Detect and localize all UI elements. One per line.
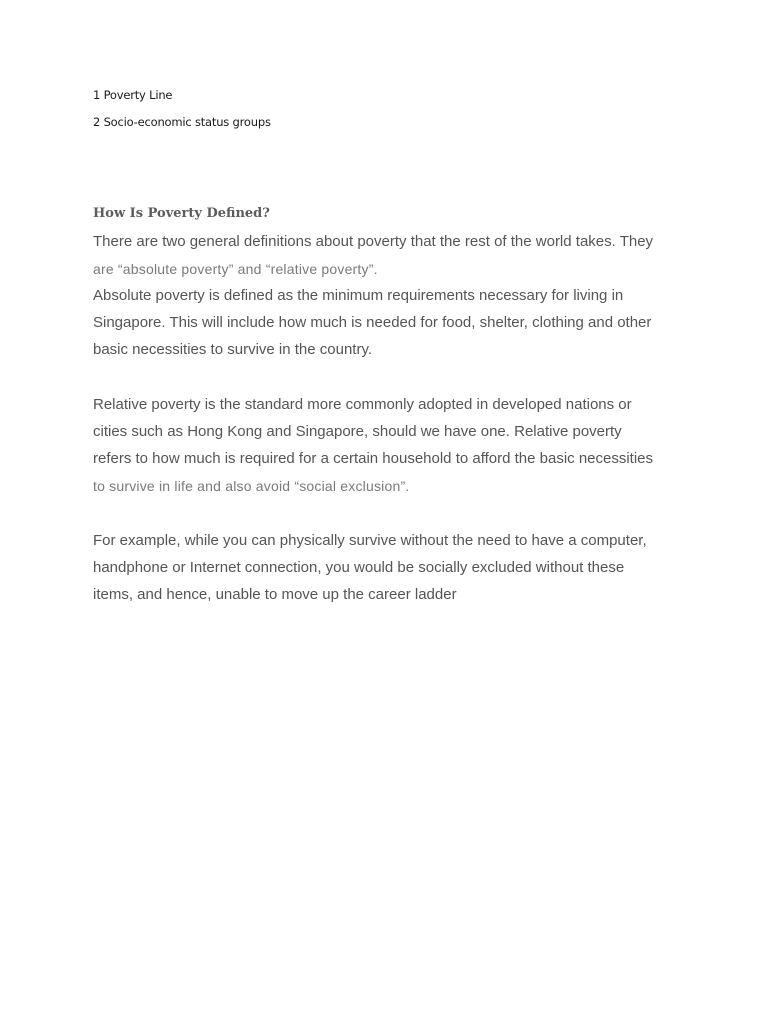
body-text-line: cities such as Hong Kong and Singapore, should we have one. Relative poverty xyxy=(93,423,622,440)
body-text-line: are “absolute poverty” and “relative poverty”. xyxy=(93,261,378,277)
list-item-poverty-line: 1 Poverty Line xyxy=(93,88,173,102)
body-text-line: to survive in life and also avoid “social exclusion”. xyxy=(93,478,410,494)
body-text-line: For example, while you can physically survive without the need to have a computer, xyxy=(93,532,647,549)
body-text-line: handphone or Internet connection, you would be socially excluded without these xyxy=(93,559,625,576)
body-text-line: There are two general definitions about poverty that the rest of the world takes. They xyxy=(93,233,654,250)
section-heading: How Is Poverty Defined? xyxy=(93,206,270,221)
body-text-line: items, and hence, unable to move up the career ladder xyxy=(93,586,457,603)
body-text-line: basic necessities to survive in the country. xyxy=(93,341,373,358)
body-text-line: Absolute poverty is defined as the minimum requirements necessary for living in xyxy=(93,287,624,304)
body-text-line: Singapore. This will include how much is needed for food, shelter, clothing and other xyxy=(93,314,652,331)
body-text-line: refers to how much is required for a certain household to afford the basic necessities xyxy=(93,450,654,467)
body-text-line: Relative poverty is the standard more commonly adopted in developed nations or xyxy=(93,396,632,413)
list-item-socio-economic-groups: 2 Socio-economic status groups xyxy=(93,115,271,129)
